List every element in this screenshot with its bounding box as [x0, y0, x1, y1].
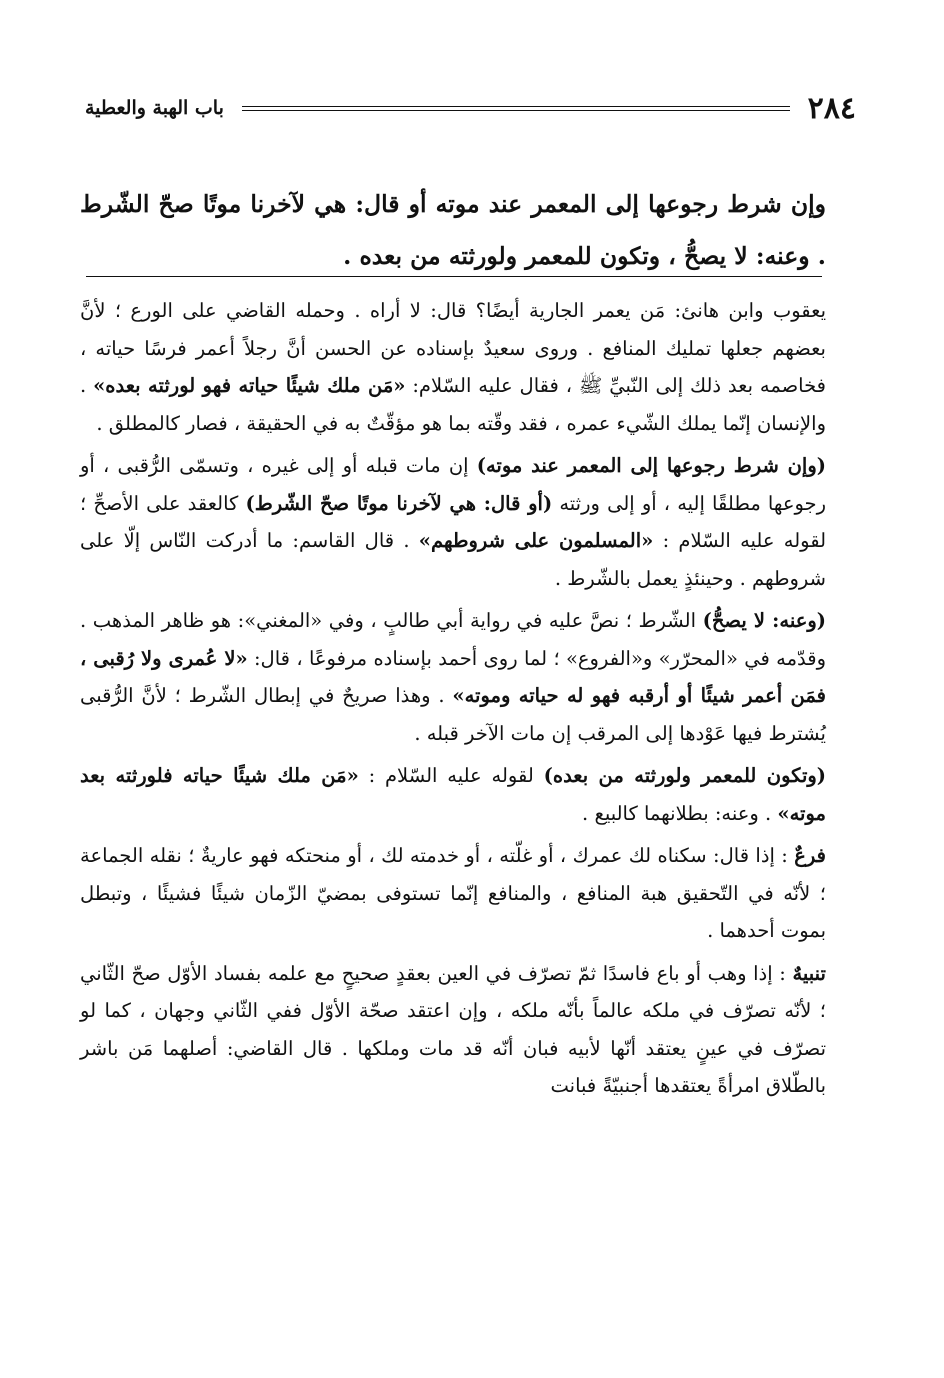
running-title: باب الهبة والعطية	[85, 97, 224, 119]
commentary-paragraph-6	[80, 955, 826, 1105]
commentary-paragraph-4	[80, 757, 826, 832]
commentary-paragraph-1	[80, 292, 826, 442]
section-label: تنبيهٌ	[792, 961, 826, 985]
matn-quote: (وعنه: لا يصحُّ)	[702, 609, 826, 632]
commentary-paragraph-2	[80, 447, 826, 597]
matn-separator	[86, 276, 822, 277]
hadith-quote: «لا عُمرى ولا رُقبى ، فمَن أعمر شيئًا أو أرقبه فهو له حياته وموته»	[80, 646, 826, 707]
matn-quote: (وتكون للمعمر ولورثته من بعده)	[543, 764, 827, 787]
matn-quote: (وإن شرط رجوعها إلى المعمر عند موته)	[476, 454, 826, 477]
hadith-quote: «مَن ملك شيئًا حياته فهو لورثته بعده»	[93, 374, 406, 397]
commentary-text: : إذا قال: سكناه لك عمرك ، أو غلّته ، أو خدمته لك ، أو منحتكه فهو عاريةٌ ؛ نقله الجماعة ؛ لأنّه في التّحقيق هبة المنافع ، والمنافع إنّما تستوفى بمضيّ الزّمان شيئًا فشيئًا ، وتبطل بموت أحدهما .	[80, 844, 826, 942]
commentary-text: كالعقد على الأصحِّ ؛ لقوله عليه السّلام :	[80, 491, 827, 552]
commentary-text: إن مات قبله أو إلى غيره ، وتسمّى الرُّقبى ، أو رجوعها مطلقًا إليه ، أو إلى ورثته	[80, 454, 827, 515]
section-label: فرعٌ	[794, 844, 826, 867]
header-rule	[242, 106, 790, 111]
commentary-text: . قال القاسم: ما أدركت النّاس إلّا على شروطهم . وحينئذٍ يعمل بالشّرط .	[80, 529, 826, 590]
commentary-text: . والإنسان إنّما يملك الشّيء عمره ، فقد وقّته بما هو مؤقّتٌ به في الحقيقة ، فصار كالمطلق .	[80, 374, 826, 435]
commentary-text: يعقوب وابن هانئ: مَن يعمر الجارية أيضًا؟ قال: لا أراه . وحمله القاضي على الورع ؛ لأنَّ بعضهم جعلها تمليك المنافع . وروى سعيدٌ بإسناده عن الحسن أنَّ رجلاً أعمر فرسًا حياته ، فخاصمه بعد ذلك إلى النّبيِّ ﷺ ، فقال عليه السّلام:	[80, 299, 827, 397]
matn-quote: (أو قال: هي لآخرنا موتًا صحّ الشّرط)	[245, 491, 553, 515]
page-header	[85, 88, 856, 128]
commentary-text: لقوله عليه السّلام :	[368, 764, 534, 787]
commentary	[80, 292, 826, 1110]
commentary-paragraph-5	[80, 837, 826, 950]
commentary-text: الشّرط ؛ نصَّ عليه في رواية أبي طالبٍ ، وفي «المغني»: هو ظاهر المذهب . وقدّمه في «المحرّر» و«الفروع» ؛ لما روى أحمد بإسناده مرفوعًا ، قال:	[80, 609, 826, 670]
hadith-quote: «مَن ملك شيئًا حياته فلورثته بعد موته»	[80, 764, 826, 825]
matn-text	[80, 178, 826, 282]
commentary-text: . وهذا صريحٌ في إبطال الشّرط ؛ لأنَّ الرُّقبى يُشترط فيها عَوْدها إلى المرقب إن مات الآخر قبله .	[80, 684, 826, 745]
commentary-paragraph-3	[80, 602, 826, 752]
page-number: ٢٨٤	[807, 90, 856, 126]
commentary-text: : إذا وهب أو باع فاسدًا ثمّ تصرّف في العين بعقدٍ صحيحٍ مع علمه بفساد الأوّل صحّ الثّاني ؛ لأنّه تصرّف في ملكه عالماً بأنّه ملكه ، وإن اعتقد صحّة الأوّل ففي الثّاني وجهان ، كما لو تصرّف في عينٍ يعتقد أنّها لأبيه فبان أنّه قد مات وملكها . قال القاضي: أصلهما مَن باشر بالطّلاق امرأةً يعتقدها أجنبيّةً فبانت	[80, 961, 826, 1097]
hadith-quote: «المسلمون على شروطهم»	[418, 529, 654, 552]
commentary-text: . وعنه: بطلانهما كالبيع .	[582, 801, 772, 825]
matn-part: وإن شرط رجوعها إلى المعمر عند موته أو قال: هي لآخرنا موتًا صحّ الشّرط . وعنه: لا يصحُّ ، وتكون للمعمر ولورثته من بعده .	[80, 190, 826, 270]
